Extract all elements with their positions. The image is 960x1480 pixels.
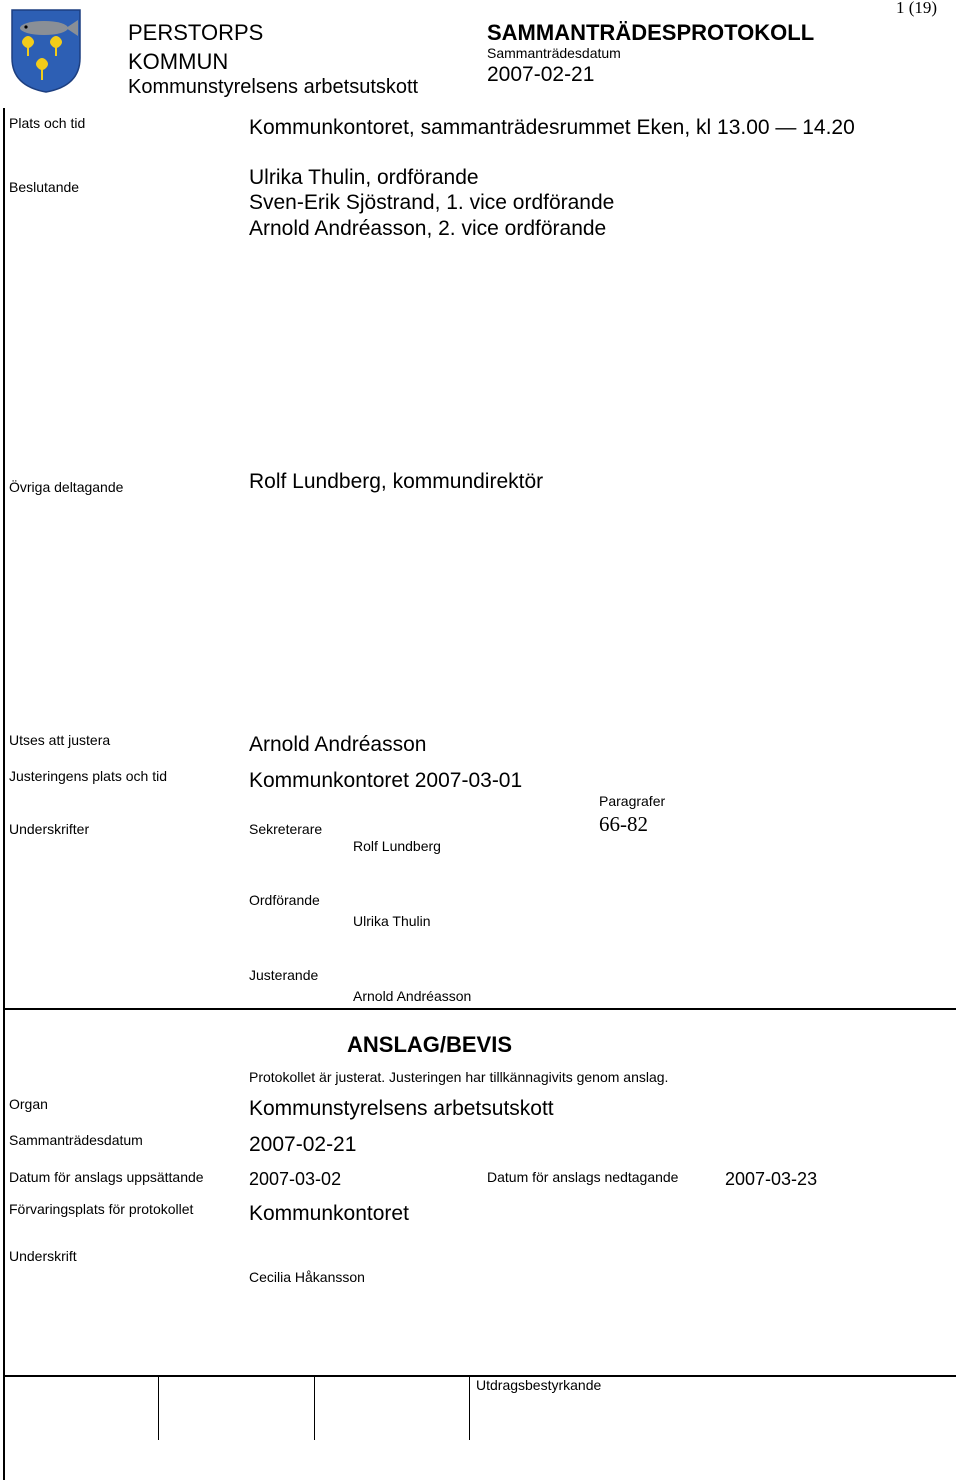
- paragraphs-label: Paragrafer: [599, 793, 666, 809]
- chair-role: Ordförande: [249, 892, 320, 908]
- others-value: Rolf Lundberg, kommundirektör: [249, 470, 544, 493]
- notice-date-value: 2007-02-21: [249, 1133, 357, 1156]
- others-label: Övriga deltagande: [9, 479, 124, 495]
- organ-value: Kommunstyrelsens arbetsutskott: [249, 1097, 554, 1120]
- adjust-value: Arnold Andréasson: [249, 733, 427, 756]
- adjuster-name: Arnold Andréasson: [353, 988, 472, 1004]
- notice-title: ANSLAG/BEVIS: [347, 1032, 513, 1057]
- storage-value: Kommunkontoret: [249, 1202, 409, 1225]
- decision-maker: Ulrika Thulin, ordförande: [249, 166, 479, 189]
- extract-certification-label: Utdragsbestyrkande: [476, 1377, 602, 1393]
- removed-value: 2007-03-23: [725, 1169, 818, 1189]
- decision-maker: Arnold Andréasson, 2. vice ordförande: [249, 217, 607, 240]
- left-border: [3, 108, 5, 1480]
- signatures-label: Underskrifter: [9, 821, 90, 837]
- posted-value: 2007-03-02: [249, 1169, 342, 1189]
- removed-label: Datum för anslags nedtagande: [487, 1169, 679, 1185]
- municipality-name-2: KOMMUN: [128, 49, 229, 74]
- adjust-label: Utses att justera: [9, 732, 111, 748]
- storage-label: Förvaringsplats för protokollet: [9, 1201, 194, 1217]
- signature-label: Underskrift: [9, 1248, 77, 1264]
- notice-statement: Protokollet är justerat. Justeringen har tillkännagivits genom anslag.: [249, 1069, 669, 1085]
- coat-of-arms-icon: [10, 8, 82, 94]
- secretary-name: Rolf Lundberg: [353, 838, 441, 854]
- adjuster-role: Justerande: [249, 967, 319, 983]
- header-date-label: Sammanträdesdatum: [487, 45, 621, 61]
- decision-maker: Sven-Erik Sjöstrand, 1. vice ordförande: [249, 191, 615, 214]
- paragraphs-value: 66-82: [599, 812, 648, 836]
- notice-date-label: Sammanträdesdatum: [9, 1132, 143, 1148]
- place-label: Plats och tid: [9, 115, 86, 131]
- posted-label: Datum för anslags uppsättande: [9, 1169, 204, 1185]
- header-date-value: 2007-02-21: [487, 63, 595, 86]
- place-value: Kommunkontoret, sammanträdesrummet Eken, kl 13.00 — 14.20: [249, 116, 855, 139]
- adjust-place-value: Kommunkontoret 2007-03-01: [249, 769, 523, 792]
- footer-cell-divider: [158, 1376, 159, 1440]
- body-name: Kommunstyrelsens arbetsutskott: [128, 76, 419, 98]
- page-number: 1 (19): [896, 0, 938, 17]
- section-divider: [3, 1008, 956, 1010]
- adjust-place-label: Justeringens plats och tid: [9, 768, 167, 784]
- decision-label: Beslutande: [9, 179, 80, 195]
- secretary-role: Sekreterare: [249, 821, 323, 837]
- doc-title: SAMMANTRÄDESPROTOKOLL: [487, 20, 815, 45]
- signature-name: Cecilia Håkansson: [249, 1269, 365, 1285]
- footer-cell-divider: [314, 1376, 315, 1440]
- organ-label: Organ: [9, 1096, 48, 1112]
- chair-name: Ulrika Thulin: [353, 913, 431, 929]
- footer-cell-divider: [469, 1376, 470, 1440]
- municipality-name-1: PERSTORPS: [128, 20, 264, 45]
